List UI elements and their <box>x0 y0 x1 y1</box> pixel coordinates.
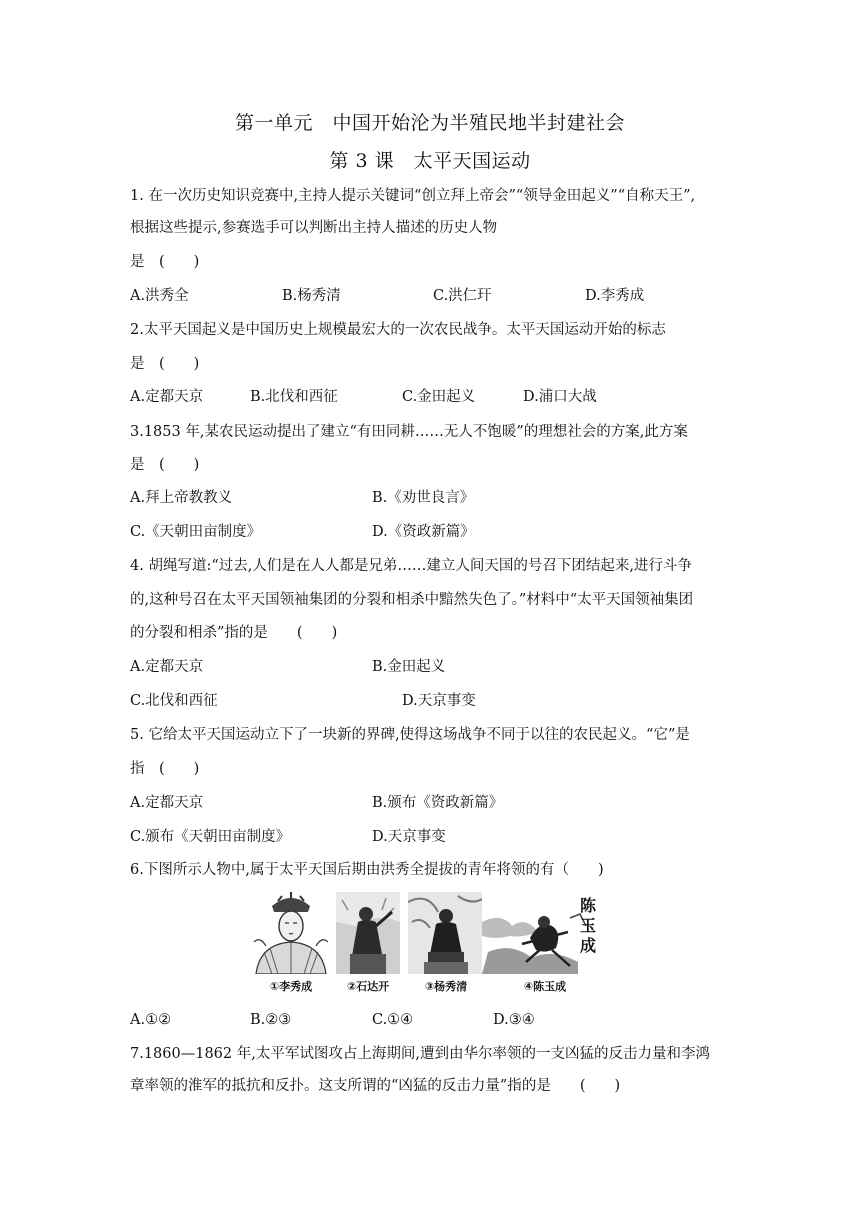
question-1-option-c[interactable]: C.洪仁玕 <box>433 288 492 304</box>
question-1-line-1: 1. 在一次历史知识竞赛中,主持人提示关键词“创立拜上帝会”“领导金田起义”“自称天王”, <box>130 188 696 204</box>
lesson-title: 第 3 课 太平天国运动 <box>329 150 531 172</box>
portrait-figure <box>250 892 610 1002</box>
question-4-option-b[interactable]: B.金田起义 <box>372 659 446 675</box>
question-4-option-a[interactable]: A.定都天京 <box>130 659 204 675</box>
question-1-line-3: 是 ( ) <box>130 254 200 270</box>
question-3-option-d[interactable]: D.《资政新篇》 <box>372 524 475 540</box>
caption-1: ①李秀成 <box>269 980 313 993</box>
caption-3: ③杨秀清 <box>424 980 468 993</box>
question-6-option-b[interactable]: B.②③ <box>250 1012 292 1028</box>
question-5-line-1: 5. 它给太平天国运动立下了一块新的界碑,使得这场战争不同于以往的农民起义。“它”是 <box>130 727 690 743</box>
question-7-line-1: 7.1860—1862 年,太平军试图攻占上海期间,遭到由华尔率领的一支凶猛的反击力量和李鸿 <box>130 1046 710 1062</box>
question-3-option-c[interactable]: C.《天朝田亩制度》 <box>130 524 262 540</box>
question-2-option-b[interactable]: B.北伐和西征 <box>250 389 338 405</box>
question-4-option-d[interactable]: D.天京事变 <box>402 693 476 709</box>
question-5-line-2: 指 ( ) <box>130 761 200 777</box>
question-5-option-b[interactable]: B.颁布《资政新篇》 <box>372 795 504 811</box>
caption-2: ②石达开 <box>346 980 390 993</box>
question-2-option-d[interactable]: D.浦口大战 <box>523 389 597 405</box>
question-2-line-1: 2.太平天国起义是中国历史上规模最宏大的一次农民战争。太平天国运动开始的标志 <box>130 322 666 338</box>
caption-4: ④陈玉成 <box>523 980 567 993</box>
question-6-option-a[interactable]: A.①② <box>130 1012 172 1028</box>
question-2-line-2: 是 ( ) <box>130 356 200 372</box>
question-3-option-a[interactable]: A.拜上帝教教义 <box>130 490 233 506</box>
portrait-seal-text: 陈玉成 <box>580 896 597 955</box>
question-6-option-c[interactable]: C.①④ <box>372 1012 414 1028</box>
question-5-option-d[interactable]: D.天京事变 <box>372 829 446 845</box>
question-6-line-1: 6.下图所示人物中,属于太平天国后期由洪秀全提拔的青年将领的有（ ) <box>130 862 604 878</box>
portrait-shi-dakai <box>336 892 400 974</box>
question-6-option-d[interactable]: D.③④ <box>493 1012 535 1028</box>
question-2-option-c[interactable]: C.金田起义 <box>402 389 476 405</box>
question-4-line-1: 4. 胡绳写道:“过去,人们是在人人都是兄弟……建立人间天国的号召下团结起来,进行斗争 <box>130 558 692 574</box>
portrait-yang-xiuqing <box>408 892 484 974</box>
question-1-option-d[interactable]: D.李秀成 <box>585 288 645 304</box>
unit-title: 第一单元 中国开始沦为半殖民地半封建社会 <box>234 112 625 134</box>
question-4-option-c[interactable]: C.北伐和西征 <box>130 693 218 709</box>
question-5-option-c[interactable]: C.颁布《天朝田亩制度》 <box>130 829 291 845</box>
question-4-line-3: 的分裂和相杀”指的是 ( ) <box>130 625 338 641</box>
question-5-option-a[interactable]: A.定都天京 <box>130 795 204 811</box>
question-3-line-2: 是 ( ) <box>130 457 200 473</box>
question-3-option-b[interactable]: B.《劝世良言》 <box>372 490 475 506</box>
question-7-line-2: 章率领的淮军的抵抗和反扑。这支所谓的“凶猛的反击力量”指的是 ( ) <box>130 1078 621 1094</box>
question-4-line-2: 的,这种号召在太平天国领袖集团的分裂和相杀中黯然失色了。”材料中“太平天国领袖集团 <box>130 592 694 608</box>
question-1-option-b[interactable]: B.杨秀清 <box>282 288 341 304</box>
question-1-option-a[interactable]: A.洪秀全 <box>130 288 189 304</box>
question-2-option-a[interactable]: A.定都天京 <box>130 389 204 405</box>
question-1-line-2: 根据这些提示,参赛选手可以判断出主持人描述的历史人物 <box>130 220 498 236</box>
portrait-li-xiucheng <box>250 892 332 974</box>
question-3-line-1: 3.1853 年,某农民运动提出了建立“有田同耕……无人不饱暖”的理想社会的方案,此方案 <box>130 424 688 440</box>
